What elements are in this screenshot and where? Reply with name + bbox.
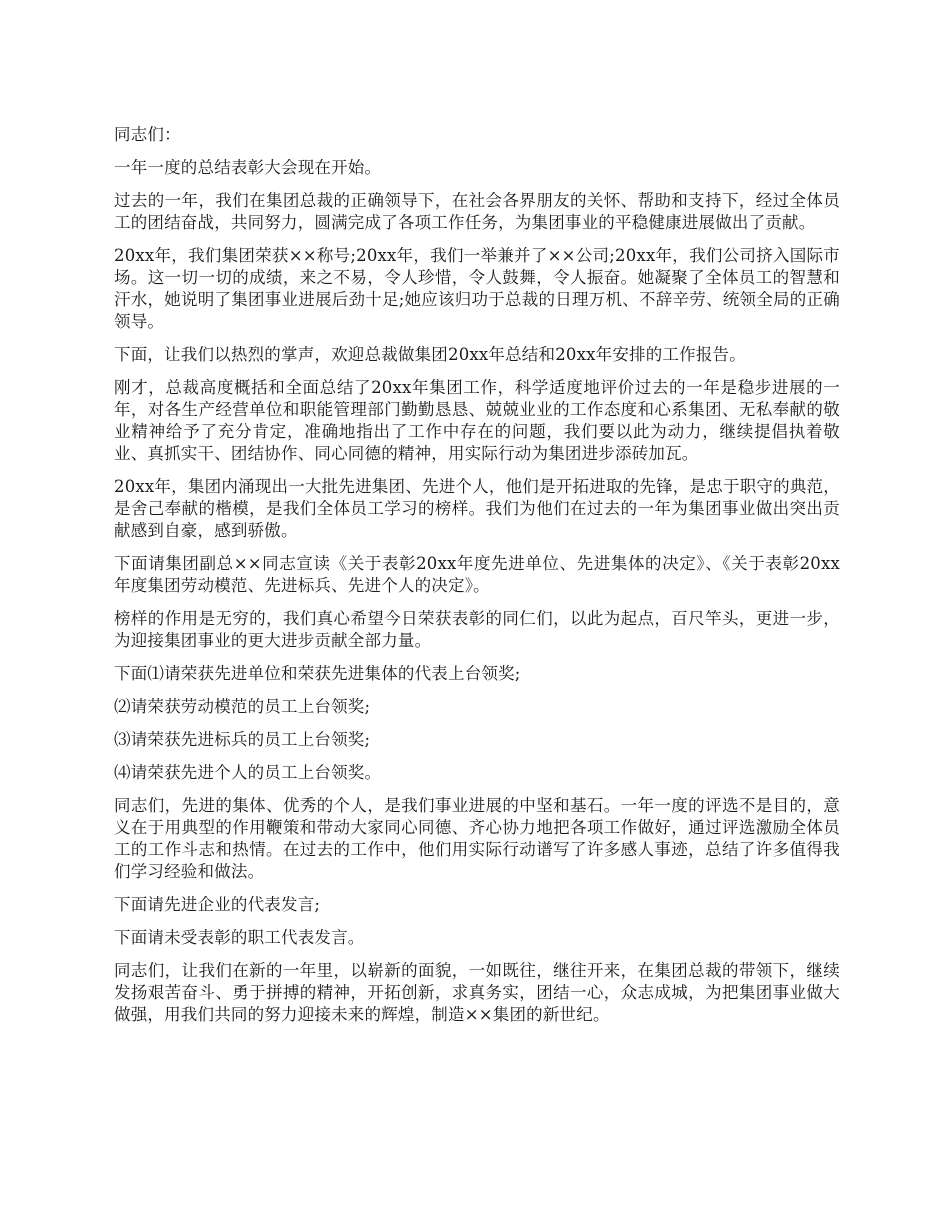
paragraph-achievements: 20xx年，我们集团荣获××称号;20xx年，我们一举兼并了××公司;20xx年，我们公司挤入国际市场。这一切一切的成绩，来之不易，令人珍惜，令人鼓舞，令人振奋。她凝聚了全体员工的智慧和汗水，她说明了集团事业进展后劲十足;她应该归功于总裁的日理万机、不辞辛劳、统领全局的正确领导。 [114, 246, 840, 331]
award-step-1: 下面⑴请荣获先进单位和荣获先进集体的代表上台领奖; [114, 664, 521, 683]
paragraph-staff-speech: 下面请未受表彰的职工代表发言。 [114, 928, 365, 947]
paragraph-report-welcome: 下面，让我们以热烈的掌声，欢迎总裁做集团20xx年总结和20xx年安排的工作报告。 [114, 345, 746, 364]
award-step-2: ⑵请荣获劳动模范的员工上台领奖; [114, 697, 371, 716]
paragraph-past-year: 过去的一年，我们在集团总裁的正确领导下，在社会各界朋友的关怀、帮助和支持下，经过全体员工的团结奋战，共同努力，圆满完成了各项工作任务，为集团事业的平稳健康进展做出了贡献。 [114, 191, 840, 232]
salutation: 同志们： [114, 125, 181, 144]
paragraph-closing: 同志们，让我们在新的一年里，以崭新的面貌，一如既往，继往开来，在集团总裁的带领下，继续发扬艰苦奋斗、勇于拼搏的精神，开拓创新，求真务实，团结一心，众志成城，为把集团事业做大做强，用我们共同的努力迎接未来的辉煌，制造××集团的新世纪。 [114, 961, 840, 1024]
paragraph-report-summary: 刚才，总裁高度概括和全面总结了20xx年集团工作，科学适度地评价过去的一年是稳步进展的一年，对各生产经营单位和职能管理部门勤勤恳恳、兢兢业业的工作态度和心系集团、无私奉献的敬业精神给予了充分肯定，准确地指出了工作中存在的问题，我们要以此为动力，继续提倡执着敬业、真抓实干、团结协作、同心同德的精神，用实际行动为集团进步添砖加瓦。 [114, 378, 840, 463]
award-step-3: ⑶请荣获先进标兵的员工上台领奖; [114, 730, 371, 749]
document-body [114, 124, 840, 1037]
award-step-4: ⑷请荣获先进个人的员工上台领奖。 [114, 763, 382, 782]
paragraph-advanced-groups: 20xx年，集团内涌现出一大批先进集团、先进个人，他们是开拓进取的先锋，是忠于职守的典范，是舍己奉献的楷模，是我们全体员工学习的榜样。我们为他们在过去的一年为集团事业做出突出贡献感到自豪，感到骄傲。 [114, 477, 840, 540]
paragraph-decision-reading: 下面请集团副总××同志宣读《关于表彰20xx年度先进单位、先进集体的决定》、《关于表彰20xx年度集团劳动模范、先进标兵、先进个人的决定》。 [114, 554, 840, 595]
paragraph-meaning: 同志们，先进的集体、优秀的个人，是我们事业进展的中坚和基石。一年一度的评选不是目的，意义在于用典型的作用鞭策和带动大家同心同德、齐心协力地把各项工作做好，通过评选激励全体员工的工作斗志和热情。在过去的工作中，他们用实际行动谱写了许多感人事迹，总结了许多值得我们学习经验和做法。 [114, 796, 840, 881]
paragraph-role-models: 榜样的作用是无穷的，我们真心希望今日荣获表彰的同仁们，以此为起点，百尺竿头，更进一步，为迎接集团事业的更大进步贡献全部力量。 [114, 609, 840, 650]
paragraph-enterprise-speech: 下面请先进企业的代表发言; [114, 895, 321, 914]
paragraph-opening: 一年一度的总结表彰大会现在开始。 [114, 158, 382, 177]
